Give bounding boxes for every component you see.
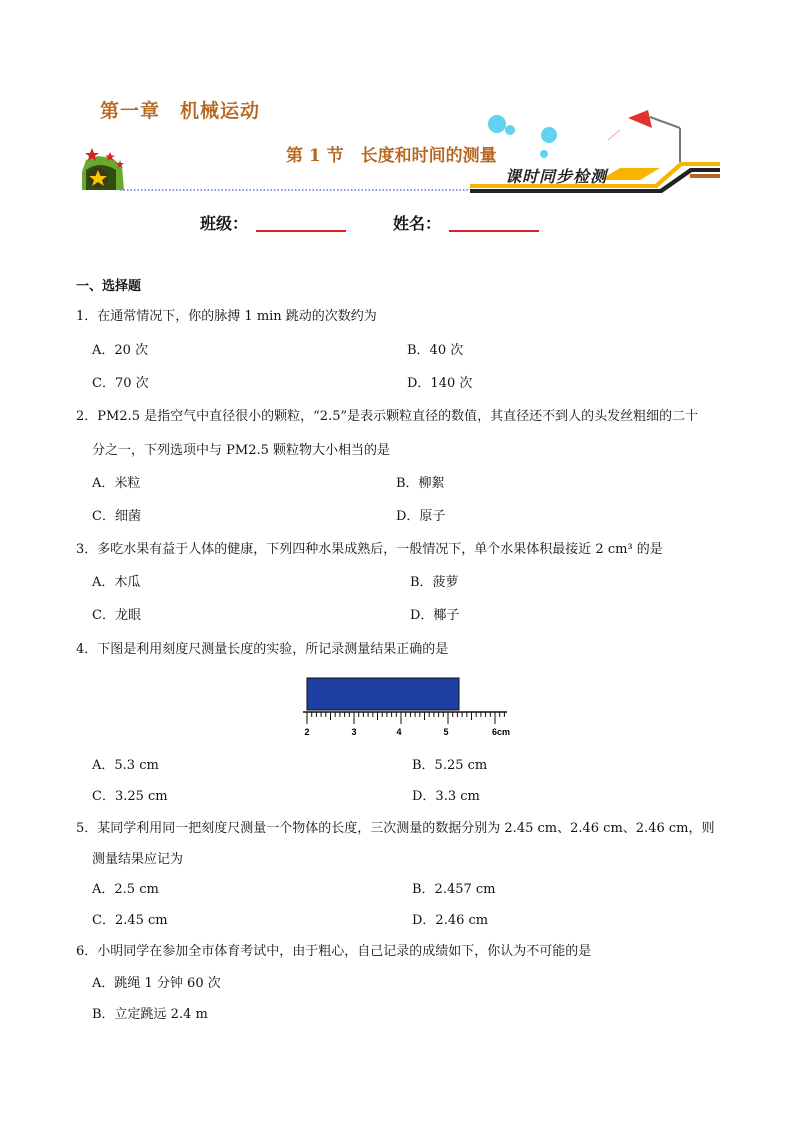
question-text-continued: 测量结果应记为 [92, 852, 184, 867]
ruler-label: 5 [443, 727, 449, 737]
question-text-continued: 分之一，下列选项中与 PM2.5 颗粒物大小相当的是 [92, 443, 390, 458]
option[interactable]: A．5.3 cm [92, 758, 159, 773]
question-number: 1． [76, 309, 98, 324]
option[interactable]: A．20 次 [92, 343, 149, 358]
option[interactable]: C．细菌 [92, 509, 141, 524]
question-text: 小明同学在参加全市体育考试中，由于粗心，自己记录的成绩如下，你认为不可能的是 [97, 944, 592, 959]
option[interactable]: D．椰子 [410, 608, 460, 623]
option[interactable]: A．2.5 cm [92, 882, 159, 897]
question-6 [76, 943, 591, 961]
question-text: 多吃水果有益于人体的健康，下列四种水果成熟后，一般情况下，单个水果体积最接近 2 cm³ 的是 [97, 542, 663, 557]
ruler-figure [295, 672, 525, 744]
lamp-icon [608, 110, 680, 162]
question-text: 下图是利用刻度尺测量长度的实验，所记录测量结果正确的是 [97, 642, 449, 657]
question-1 [76, 308, 377, 326]
bubble-icon [488, 115, 506, 133]
bubble-icon [541, 127, 557, 143]
option[interactable]: C．2.45 cm [92, 913, 168, 928]
section-heading: 一、选择题 [76, 279, 142, 294]
question-5 [76, 820, 714, 838]
question-text: PM2.5 是指空气中直径很小的颗粒，“2.5”是表示颗粒直径的数值，其直径还不到人的头发丝粗细的二十 [97, 409, 699, 424]
section-title: 第 1 节 长度和时间的测量 [286, 146, 497, 166]
option[interactable]: D．140 次 [407, 376, 473, 391]
class-label: 班级： [200, 214, 249, 233]
option[interactable]: C．70 次 [92, 376, 149, 391]
question-4 [76, 641, 448, 659]
name-label: 姓名： [393, 214, 442, 233]
question-2 [76, 408, 698, 426]
option[interactable]: C．龙眼 [92, 608, 141, 623]
option[interactable]: B．柳絮 [396, 476, 445, 491]
option[interactable]: D．3.3 cm [412, 789, 480, 804]
question-number: 4． [76, 642, 98, 657]
option[interactable]: D．原子 [396, 509, 446, 524]
name-field[interactable] [449, 210, 539, 232]
option[interactable]: A．木瓜 [92, 575, 141, 590]
option[interactable]: B．2.457 cm [412, 882, 496, 897]
option[interactable]: B．菠萝 [410, 575, 459, 590]
question-text: 某同学利用同一把刻度尺测量一个物体的长度，三次测量的数据分别为 2.45 cm、2.46 cm、2.46 cm，则 [97, 821, 715, 836]
star-badge-icon [82, 148, 124, 190]
option[interactable]: B．5.25 cm [412, 758, 488, 773]
ruler-label: 2 [304, 727, 310, 737]
bubble-icon [540, 150, 548, 158]
option[interactable]: B．40 次 [407, 343, 464, 358]
bubble-icon [505, 125, 515, 135]
question-number: 5． [76, 821, 98, 836]
option[interactable]: C．3.25 cm [92, 789, 168, 804]
ruler-ticks [307, 712, 504, 724]
question-number: 6． [76, 944, 98, 959]
ruler-label: 6cm [491, 727, 511, 737]
option[interactable]: A．跳绳 1 分钟 60 次 [92, 976, 221, 991]
question-text: 在通常情况下，你的脉搏 1 min 跳动的次数约为 [97, 309, 377, 324]
measured-block [307, 678, 459, 710]
option[interactable]: A．米粒 [92, 476, 141, 491]
class-field[interactable] [256, 210, 346, 232]
banner-label: 课时同步检测 [505, 167, 608, 186]
question-number: 3． [76, 542, 98, 557]
question-number: 2． [76, 409, 98, 424]
ruler-label: 4 [396, 727, 402, 737]
question-3 [76, 541, 663, 559]
chapter-title: 第一章 机械运动 [100, 100, 261, 122]
ruler-label: 3 [351, 727, 357, 737]
option[interactable]: B．立定跳远 2.4 m [92, 1007, 208, 1022]
option[interactable]: D．2.46 cm [412, 913, 489, 928]
